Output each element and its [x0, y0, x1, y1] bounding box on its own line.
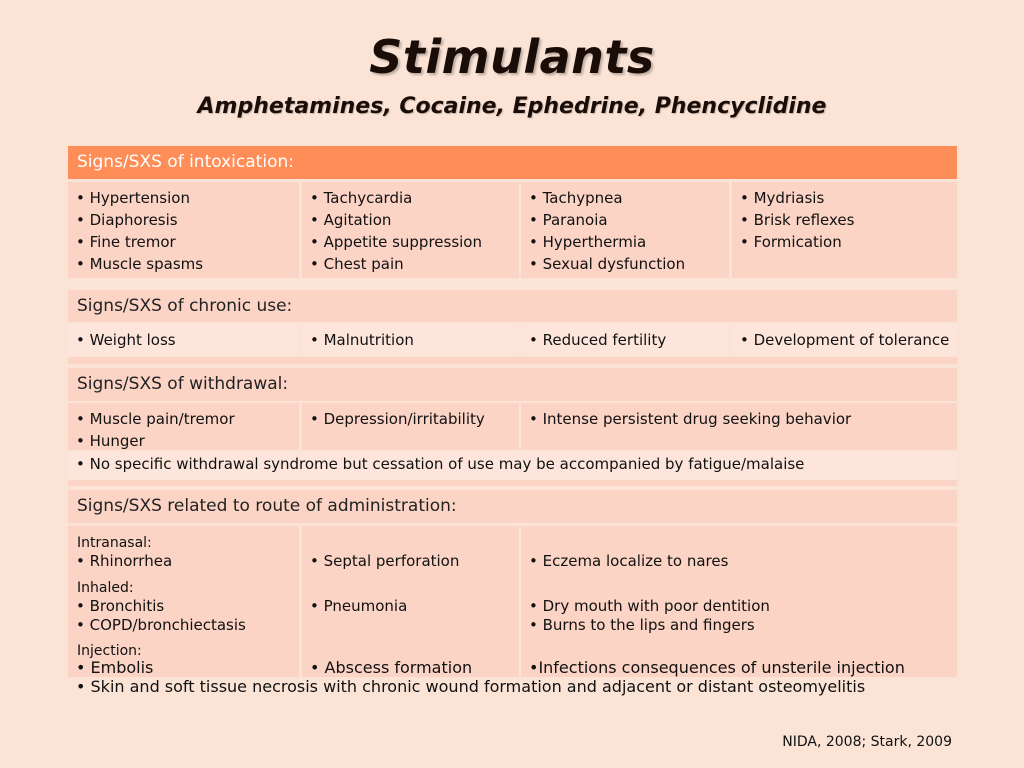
- list-item: • Muscle pain/tremor: [76, 410, 235, 428]
- withdrawal-col-2: • Depression/irritability: [302, 403, 519, 450]
- intoxication-col-4: [732, 182, 957, 278]
- list-item: • Formication: [740, 233, 842, 251]
- intranasal-label: Intranasal:: [77, 535, 152, 551]
- route-col-3: [521, 526, 957, 677]
- list-item: • Appetite suppression: [310, 233, 482, 251]
- divider: [68, 480, 957, 486]
- list-item: • Hunger: [76, 432, 145, 450]
- list-item: • Chest pain: [310, 255, 404, 273]
- withdrawal-header: Signs/SXS of withdrawal:: [68, 368, 957, 401]
- list-item: • Tachypnea: [529, 189, 623, 207]
- inhaled-label: Inhaled:: [77, 580, 134, 596]
- slide-title: Stimulants: [369, 30, 655, 84]
- list-item: • Pneumonia: [310, 597, 408, 615]
- injection-label: Injection:: [77, 643, 142, 659]
- intoxication-col-3: [521, 182, 729, 278]
- list-item: • Rhinorrhea: [76, 552, 173, 570]
- list-item: • Fine tremor: [76, 233, 176, 251]
- list-item: • Abscess formation: [310, 658, 473, 677]
- citation: NIDA, 2008; Stark, 2009: [782, 734, 952, 750]
- list-item: • Eczema localize to nares: [529, 552, 729, 570]
- list-item: • Burns to the lips and fingers: [529, 616, 755, 634]
- withdrawal-col-3: • Intense persistent drug seeking behavior: [521, 403, 957, 450]
- list-item: • Tachycardia: [310, 189, 413, 207]
- list-item: • Diaphoresis: [76, 211, 178, 229]
- list-item: • Hypertension: [76, 189, 190, 207]
- list-item: • Sexual dysfunction: [529, 255, 686, 273]
- divider: [68, 357, 957, 364]
- chronic-item: • Malnutrition: [302, 324, 519, 355]
- intoxication-header: Signs/SXS of intoxication:: [68, 146, 957, 179]
- list-item: • Mydriasis: [740, 189, 825, 207]
- chronic-item: • Weight loss: [68, 324, 299, 355]
- list-item: • Septal perforation: [310, 552, 460, 570]
- slide-subtitle: Amphetamines, Cocaine, Ephedrine, Phencyclidine: [197, 94, 827, 119]
- list-item: • Muscle spasms: [76, 255, 204, 273]
- list-item: • Hyperthermia: [529, 233, 647, 251]
- list-item: • Agitation: [310, 211, 392, 229]
- route-note: • Skin and soft tissue necrosis with chronic wound formation and adjacent or distant osteomyelitis: [76, 677, 866, 696]
- route-col-2: [302, 526, 519, 677]
- chronic-item: • Development of tolerance: [732, 324, 957, 355]
- route-header: Signs/SXS related to route of administration:: [68, 490, 957, 523]
- list-item: • Paranoia: [529, 211, 608, 229]
- withdrawal-col-1: [68, 403, 299, 450]
- list-item: •Infections consequences of unsterile injection: [529, 658, 905, 677]
- chronic-item: • Reduced fertility: [521, 324, 729, 355]
- list-item: • Embolis: [76, 658, 154, 677]
- list-item: • Brisk reflexes: [740, 211, 855, 229]
- list-item: • Bronchitis: [76, 597, 165, 615]
- withdrawal-note: • No specific withdrawal syndrome but cessation of use may be accompanied by fatigue/malaise: [68, 452, 957, 479]
- list-item: • COPD/bronchiectasis: [76, 616, 246, 634]
- list-item: • Dry mouth with poor dentition: [529, 597, 770, 615]
- intoxication-col-2: [302, 182, 519, 278]
- intoxication-col-1: [68, 182, 299, 278]
- route-col-1: [68, 526, 299, 677]
- chronic-header: Signs/SXS of chronic use:: [68, 290, 957, 322]
